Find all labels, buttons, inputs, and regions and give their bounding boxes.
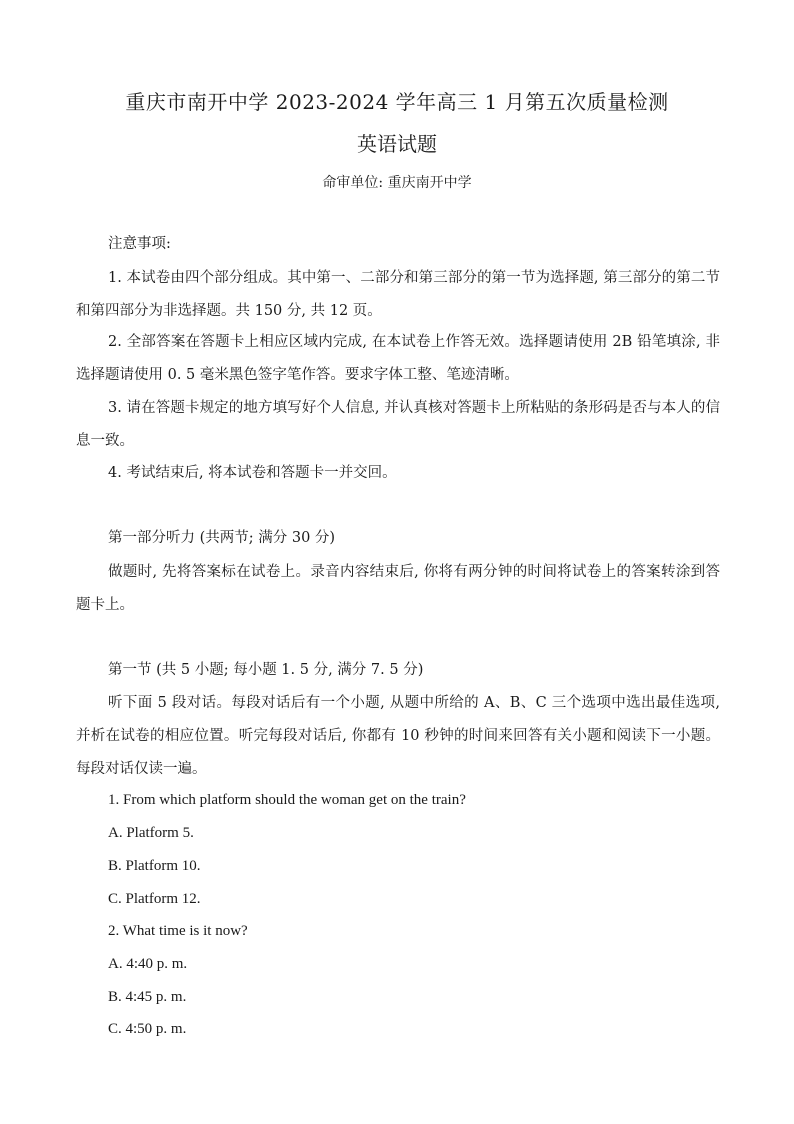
- question-1-stem: 1. From which platform should the woman get on the train?: [108, 792, 466, 808]
- question-1-option-a: A. Platform 5.: [108, 825, 194, 841]
- notice-item-3: 3. 请在答题卡规定的地方填写好个人信息, 并认真核对答题卡上所粘贴的条形码是否与本人的信息一致。: [76, 400, 720, 449]
- question-2-option-a: A. 4:40 p. m.: [108, 956, 188, 972]
- question-1-option-c: C. Platform 12.: [108, 891, 201, 907]
- question-2-option-c: C. 4:50 p. m.: [108, 1021, 187, 1037]
- notice-item-1: 1. 本试卷由四个部分组成。其中第一、二部分和第三部分的第一节为选择题, 第三部分的第二节和第四部分为非选择题。共 150 分, 共 12 页。: [76, 270, 720, 319]
- section1-heading: 第一节 (共 5 小题; 每小题 1. 5 分, 满分 7. 5 分): [108, 662, 424, 678]
- part1-instruction: 做题时, 先将答案标在试卷上。录音内容结束后, 你将有两分钟的时间将试卷上的答案转涂到答题卡上。: [76, 564, 720, 613]
- question-1-option-b: B. Platform 10.: [108, 858, 201, 874]
- exam-subject: 英语试题: [357, 132, 437, 156]
- notice-item-4: 4. 考试结束后, 将本试卷和答题卡一并交回。: [108, 465, 397, 481]
- part1-heading: 第一部分听力 (共两节; 满分 30 分): [108, 530, 336, 546]
- notice-item-2: 2. 全部答案在答题卡上相应区域内完成, 在本试卷上作答无效。选择题请使用 2B 铅笔填涂, 非选择题请使用 0. 5 毫米黑色签字笔作答。要求字体工整、笔迹清晰。: [76, 334, 720, 383]
- section1-instruction: 听下面 5 段对话。每段对话后有一个小题, 从题中所给的 A、B、C 三个选项中选出最佳选项, 并析在试卷的相应位置。听完每段对话后, 你都有 10 秒钟的时间来回答有关小题和阅读下一小题。每段对话仅读一遍。: [76, 695, 720, 777]
- question-2-option-b: B. 4:45 p. m.: [108, 989, 187, 1005]
- notice-heading: 注意事项:: [108, 236, 171, 252]
- exam-unit: 命审单位: 重庆南开中学: [322, 175, 472, 191]
- exam-title: 重庆市南开中学 2023-2024 学年高三 1 月第五次质量检测: [125, 90, 669, 114]
- question-2-stem: 2. What time is it now?: [108, 923, 248, 939]
